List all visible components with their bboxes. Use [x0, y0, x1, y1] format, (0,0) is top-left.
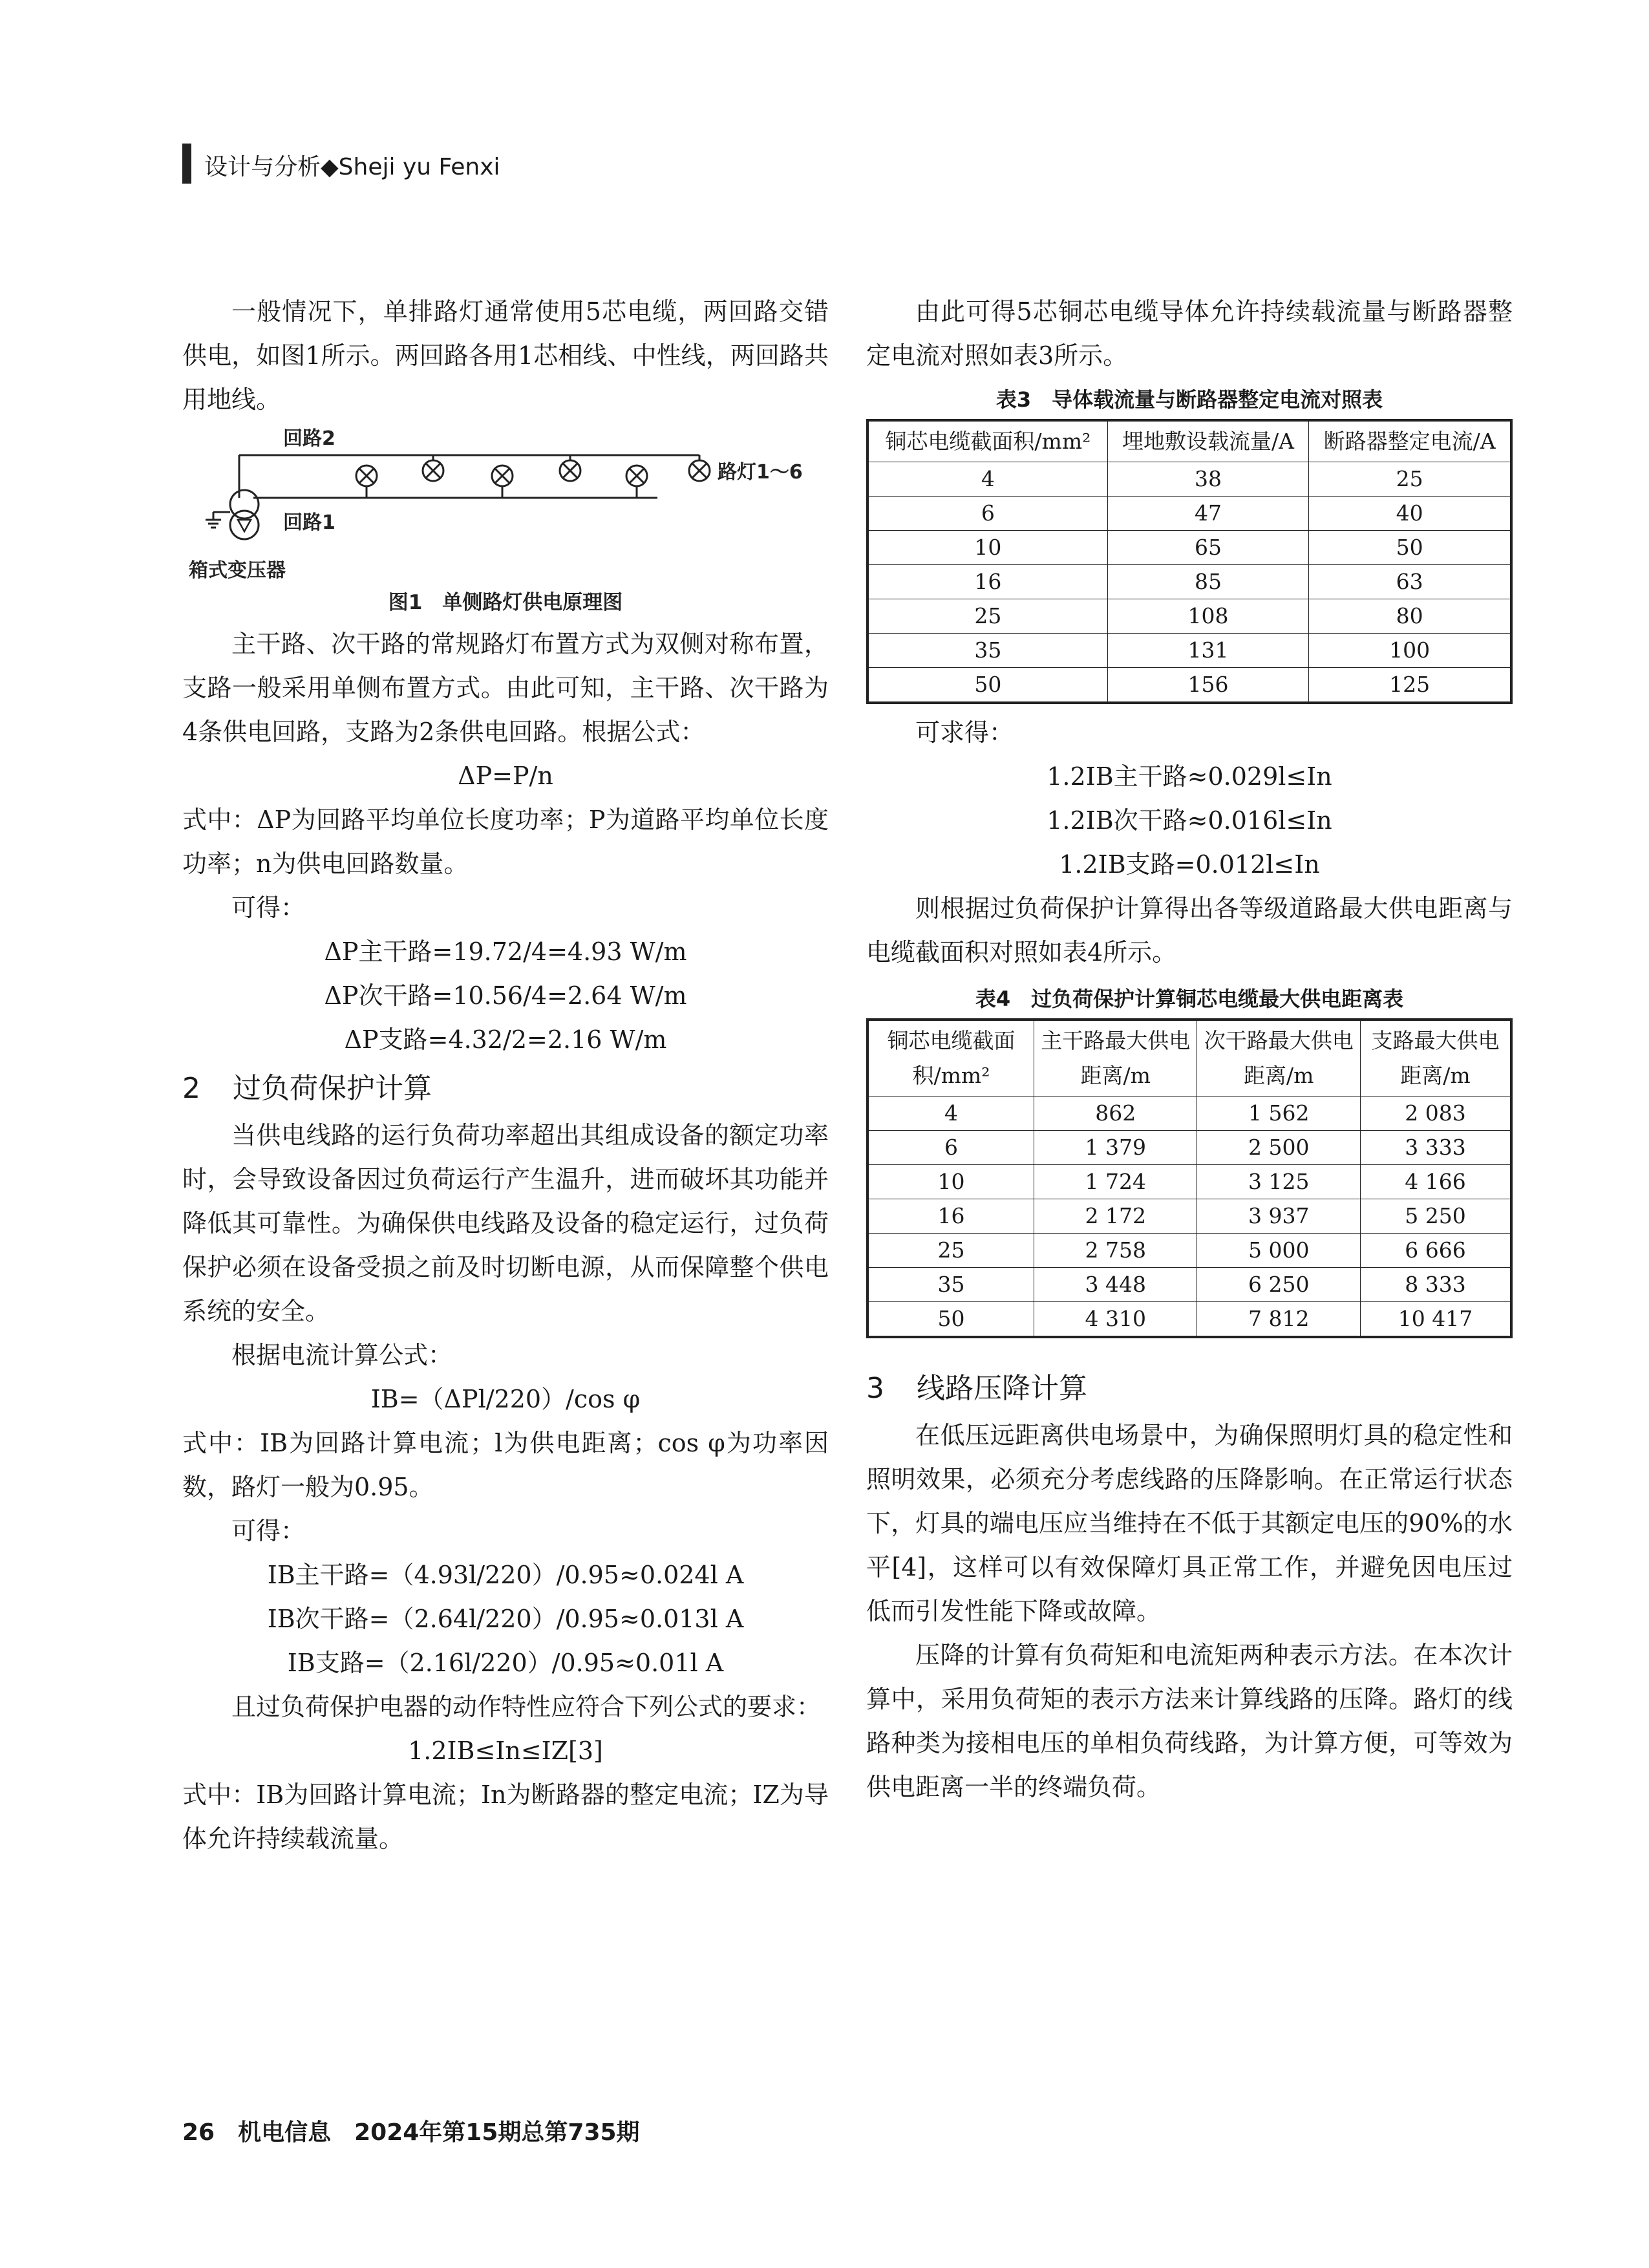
- circuit-diagram: [182, 422, 829, 615]
- table-cell: 50: [867, 1302, 1034, 1338]
- table-row: [867, 1268, 1511, 1302]
- table-cell: 1 379: [1034, 1131, 1197, 1165]
- table-cell: 50: [1309, 531, 1511, 565]
- page-footer: 26 机电信息 2024年第15期总第735期: [182, 2119, 640, 2146]
- label: 可求得：: [915, 718, 1014, 747]
- table-row: [867, 565, 1511, 599]
- table-row: [867, 497, 1511, 531]
- lamps-label: 路灯1～6: [718, 461, 803, 484]
- table-caption: 表3 导体载流量与断路器整定电流对照表: [995, 387, 1383, 412]
- table-row: [867, 531, 1511, 565]
- table-cell: 16: [867, 565, 1107, 599]
- table-cell: 6 250: [1197, 1268, 1361, 1302]
- table-row: [867, 1131, 1511, 1165]
- formula: ΔP主干路=19.72/4=4.93 W/m: [324, 937, 687, 966]
- label: 根据电流计算公式：: [231, 1341, 453, 1369]
- transformer-label: 箱式变压器: [189, 559, 286, 582]
- table-cell: 47: [1107, 497, 1309, 531]
- table-3: [866, 419, 1513, 704]
- table-row: [867, 1097, 1511, 1131]
- table-cell: 35: [867, 1268, 1034, 1302]
- table-cell: 65: [1107, 531, 1309, 565]
- paragraph: 由此可得5芯铜芯电缆导体允许持续载流量与断路器整定电流对照如表3所示。: [866, 297, 1513, 370]
- table-row: [867, 1234, 1511, 1268]
- table-cell: 108: [1107, 599, 1309, 634]
- table-cell: 3 333: [1360, 1131, 1511, 1165]
- paragraph: 式中：ΔP为回路平均单位长度功率；P为道路平均单位长度功率；n为供电回路数量。: [182, 806, 829, 878]
- section-title: 过负荷保护计算: [233, 1072, 432, 1105]
- left-column: [182, 290, 829, 1861]
- table-cell: 2 758: [1034, 1234, 1197, 1268]
- table-caption: 表4 过负荷保护计算铜芯电缆最大供电距离表: [975, 987, 1404, 1011]
- table-cell: 1 562: [1197, 1097, 1361, 1131]
- paragraph: 在低压远距离供电场景中，为确保照明灯具的稳定性和照明效果，必须充分考虑线路的压降影响。在正常运行状态下，灯具的端电压应当维持在不低于其额定电压的90%的水平[4]，这样可以有效保障灯具正常工作，并避免因电压过低而引发性能下降或故障。: [866, 1421, 1513, 1625]
- header-bar: [182, 144, 191, 184]
- table-cell: 2 172: [1034, 1199, 1197, 1234]
- loop1-label: 回路1: [283, 511, 335, 534]
- table-cell: 5 250: [1360, 1199, 1511, 1234]
- paragraph: 式中：IB为回路计算电流；In为断路器的整定电流；IZ为导体允许持续载流量。: [182, 1781, 829, 1853]
- section-number: 2: [182, 1072, 200, 1105]
- table-cell: 25: [1309, 462, 1511, 497]
- table-cell: 50: [867, 668, 1107, 703]
- table-cell: 131: [1107, 634, 1309, 668]
- formula: IB支路=（2.16l/220）/0.95≈0.01l A: [287, 1649, 724, 1677]
- formula: ΔP支路=4.32/2=2.16 W/m: [344, 1025, 667, 1054]
- table-row: [867, 1199, 1511, 1234]
- table-row: [867, 599, 1511, 634]
- table-cell: 1 724: [1034, 1165, 1197, 1199]
- table-header: 铜芯电缆截面积/mm²: [867, 420, 1107, 462]
- table-row: [867, 634, 1511, 668]
- table-cell: 6: [867, 497, 1107, 531]
- table-cell: 100: [1309, 634, 1511, 668]
- table-header: 支路最大供电距离/m: [1360, 1020, 1511, 1097]
- table-cell: 3 448: [1034, 1268, 1197, 1302]
- right-column: [866, 290, 1513, 1809]
- table-row: [867, 1302, 1511, 1338]
- table-cell: 3 937: [1197, 1199, 1361, 1234]
- table-cell: 862: [1034, 1097, 1197, 1131]
- table-cell: 16: [867, 1199, 1034, 1234]
- formula: 1.2IB次干路≈0.016l≤In: [1047, 806, 1332, 835]
- table-row: [867, 668, 1511, 703]
- paragraph: 式中：IB为回路计算电流；l为供电距离；cos φ为功率因数，路灯一般为0.95。: [182, 1429, 829, 1501]
- table-header: 断路器整定电流/A: [1309, 420, 1511, 462]
- section-heading: [866, 1367, 1513, 1411]
- paragraph: 主干路、次干路的常规路灯布置方式为双侧对称布置，支路一般采用单侧布置方式。由此可知，主干路、次干路为4条供电回路，支路为2条供电回路。根据公式：: [182, 630, 829, 746]
- table-cell: 7 812: [1197, 1302, 1361, 1338]
- paragraph: 当供电线路的运行负荷功率超出其组成设备的额定功率时，会导致设备因过负荷运行产生温升，进而破坏其功能并降低其可靠性。为确保供电线路及设备的稳定运行，过负荷保护必须在设备受损之前及时切断电源，从而保障整个供电系统的安全。: [182, 1121, 829, 1325]
- formula: IB主干路=（4.93l/220）/0.95≈0.024l A: [267, 1561, 744, 1589]
- table-cell: 8 333: [1360, 1268, 1511, 1302]
- section-title: 线路压降计算: [917, 1372, 1087, 1405]
- table-cell: 5 000: [1197, 1234, 1361, 1268]
- formula: 1.2IB≤In≤IZ[3]: [408, 1737, 603, 1765]
- paragraph: 压降的计算有负荷矩和电流矩两种表示方法。在本次计算中，采用负荷矩的表示方法来计算线路的压降。路灯的线路种类为接相电压的单相负荷线路，为计算方便，可等效为供电距离一半的终端负荷。: [866, 1641, 1513, 1801]
- table-cell: 40: [1309, 497, 1511, 531]
- table-row: [867, 462, 1511, 497]
- formula: ΔP=P/n: [458, 762, 553, 790]
- table-header: 主干路最大供电距离/m: [1034, 1020, 1197, 1097]
- table-cell: 2 083: [1360, 1097, 1511, 1131]
- formula: IB=（ΔPl/220）/cos φ: [370, 1385, 641, 1413]
- table-header: 埋地敷设载流量/A: [1107, 420, 1309, 462]
- table-cell: 35: [867, 634, 1107, 668]
- table-cell: 10 417: [1360, 1302, 1511, 1338]
- table-cell: 4 310: [1034, 1302, 1197, 1338]
- paragraph: 一般情况下，单排路灯通常使用5芯电缆，两回路交错供电，如图1所示。两回路各用1芯相线、中性线，两回路共用地线。: [182, 297, 829, 414]
- table-header: 铜芯电缆截面积/mm²: [867, 1020, 1034, 1097]
- formula: ΔP次干路=10.56/4=2.64 W/m: [324, 981, 687, 1010]
- formula: IB次干路=（2.64l/220）/0.95≈0.013l A: [267, 1605, 744, 1633]
- table-cell: 4: [867, 462, 1107, 497]
- table-cell: 25: [867, 599, 1107, 634]
- paragraph: 则根据过负荷保护计算得出各等级道路最大供电距离与电缆截面积对照如表4所示。: [866, 894, 1513, 967]
- table-cell: 4: [867, 1097, 1034, 1131]
- table-cell: 2 500: [1197, 1131, 1361, 1165]
- table-cell: 85: [1107, 565, 1309, 599]
- table-cell: 10: [867, 1165, 1034, 1199]
- table-cell: 6 666: [1360, 1234, 1511, 1268]
- loop2-label: 回路2: [283, 427, 335, 450]
- formula: 1.2IB支路=0.012l≤In: [1059, 850, 1320, 879]
- figure-caption: 图1 单侧路灯供电原理图: [388, 591, 623, 614]
- table-header: 次干路最大供电距离/m: [1197, 1020, 1361, 1097]
- section-number: 3: [866, 1372, 884, 1405]
- table-4: [866, 1018, 1513, 1338]
- section-heading: [182, 1067, 829, 1111]
- table-cell: 4 166: [1360, 1165, 1511, 1199]
- table-cell: 3 125: [1197, 1165, 1361, 1199]
- table-row: [867, 1165, 1511, 1199]
- table-cell: 25: [867, 1234, 1034, 1268]
- paragraph: 且过负荷保护电器的动作特性应符合下列公式的要求：: [231, 1693, 822, 1721]
- table-cell: 10: [867, 531, 1107, 565]
- formula: 1.2IB主干路≈0.029l≤In: [1047, 762, 1332, 791]
- figure-1: [182, 422, 829, 622]
- table-cell: 80: [1309, 599, 1511, 634]
- table-cell: 38: [1107, 462, 1309, 497]
- label: 可得：: [231, 1517, 306, 1545]
- label: 可得：: [231, 893, 306, 922]
- table-cell: 63: [1309, 565, 1511, 599]
- table-cell: 6: [867, 1131, 1034, 1165]
- table-cell: 156: [1107, 668, 1309, 703]
- table-cell: 125: [1309, 668, 1511, 703]
- running-header: 设计与分析◆Sheji yu Fenxi: [204, 154, 500, 180]
